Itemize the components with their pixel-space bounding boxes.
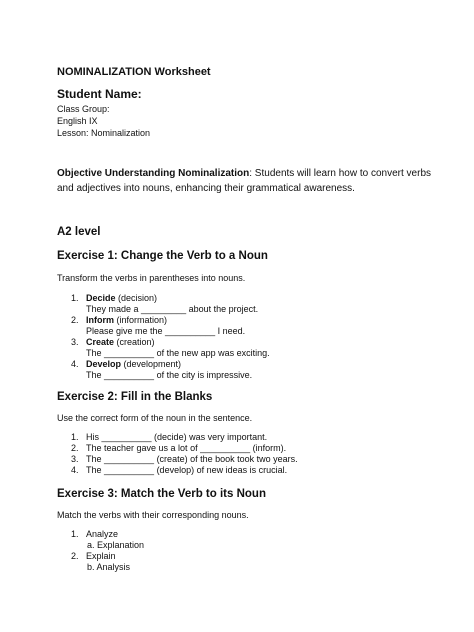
noun-hint: (information) <box>114 315 168 325</box>
class-group-label: Class Group: <box>57 104 110 114</box>
student-name-label: Student Name: <box>57 87 142 101</box>
level-heading: A2 level <box>57 226 101 238</box>
exercise-3-heading: Exercise 3: Match the Verb to its Noun <box>57 488 266 500</box>
lesson-info <box>57 103 150 139</box>
exercise-2-list <box>57 432 298 476</box>
worksheet-title: NOMINALIZATION Worksheet <box>57 66 211 78</box>
example-sentence: The __________ of the city is impressive. <box>86 370 253 380</box>
verb-word: Decide <box>86 293 116 303</box>
exercise-1-item: 1. Decide (decision) They made a _________ about the project. <box>57 293 270 315</box>
exercise-1-heading: Exercise 1: Change the Verb to a Noun <box>57 250 268 262</box>
exercise-2-heading: Exercise 2: Fill in the Blanks <box>57 391 213 403</box>
fill-sentence: His __________ (decide) was very important. <box>86 432 268 442</box>
fill-sentence: The __________ (develop) of new ideas is crucial. <box>86 465 288 475</box>
noun-hint: (decision) <box>115 293 158 303</box>
example-sentence: They made a _________ about the project. <box>86 304 259 314</box>
noun-hint: (development) <box>121 359 182 369</box>
exercise-2-instruction: Use the correct form of the noun in the sentence. <box>57 413 253 423</box>
exercise-1-item: 2. Inform (information) Please give me the __________ I need. <box>57 315 270 337</box>
example-sentence: The __________ of the new app was exciting. <box>86 348 270 358</box>
class-name: English IX <box>57 116 98 126</box>
objective-label: Objective Understanding Nominalization <box>57 168 250 179</box>
fill-sentence: The __________ (create) of the book took two years. <box>86 454 298 464</box>
exercise-3-instruction: Match the verbs with their corresponding nouns. <box>57 510 249 520</box>
exercise-3-item: 2. Explain b. Analysis <box>57 551 144 573</box>
objective-text-line-1: : Students will learn how to convert verbs <box>249 168 432 179</box>
exercise-2-item: 3. The __________ (create) of the book took two years. <box>71 454 298 464</box>
exercise-1-list <box>57 293 270 381</box>
match-option: a. Explanation <box>87 540 145 550</box>
exercise-1-item: 4. Develop (development) The __________ of the city is impressive. <box>57 359 270 381</box>
exercise-3-list <box>57 529 144 573</box>
exercise-2-item: 4. The __________ (develop) of new ideas is crucial. <box>71 465 288 475</box>
lesson-name: Lesson: Nominalization <box>57 128 151 138</box>
fill-sentence: The teacher gave us a lot of __________ (inform). <box>86 443 287 453</box>
noun-hint: (creation) <box>114 337 155 347</box>
exercise-2-item: 2. The teacher gave us a lot of __________ (inform). <box>71 443 287 453</box>
match-verb: Explain <box>86 551 116 561</box>
exercise-2-item: 1. His __________ (decide) was very important. <box>71 432 268 442</box>
verb-word: Inform <box>86 315 114 325</box>
verb-word: Create <box>86 337 115 347</box>
objective-paragraph <box>57 166 431 196</box>
match-verb: Analyze <box>86 529 119 539</box>
verb-word: Develop <box>86 359 122 369</box>
match-option: b. Analysis <box>87 562 131 572</box>
exercise-1-instruction: Transform the verbs in parentheses into nouns. <box>57 273 246 283</box>
objective-text-line-2: and adjectives into nouns, enhancing their grammatical awareness. <box>57 183 355 194</box>
exercise-1-item: 3. Create (creation) The __________ of the new app was exciting. <box>71 337 270 358</box>
example-sentence: Please give me the __________ I need. <box>86 326 246 336</box>
exercise-3-item: 1. Analyze a. Explanation <box>71 529 145 550</box>
